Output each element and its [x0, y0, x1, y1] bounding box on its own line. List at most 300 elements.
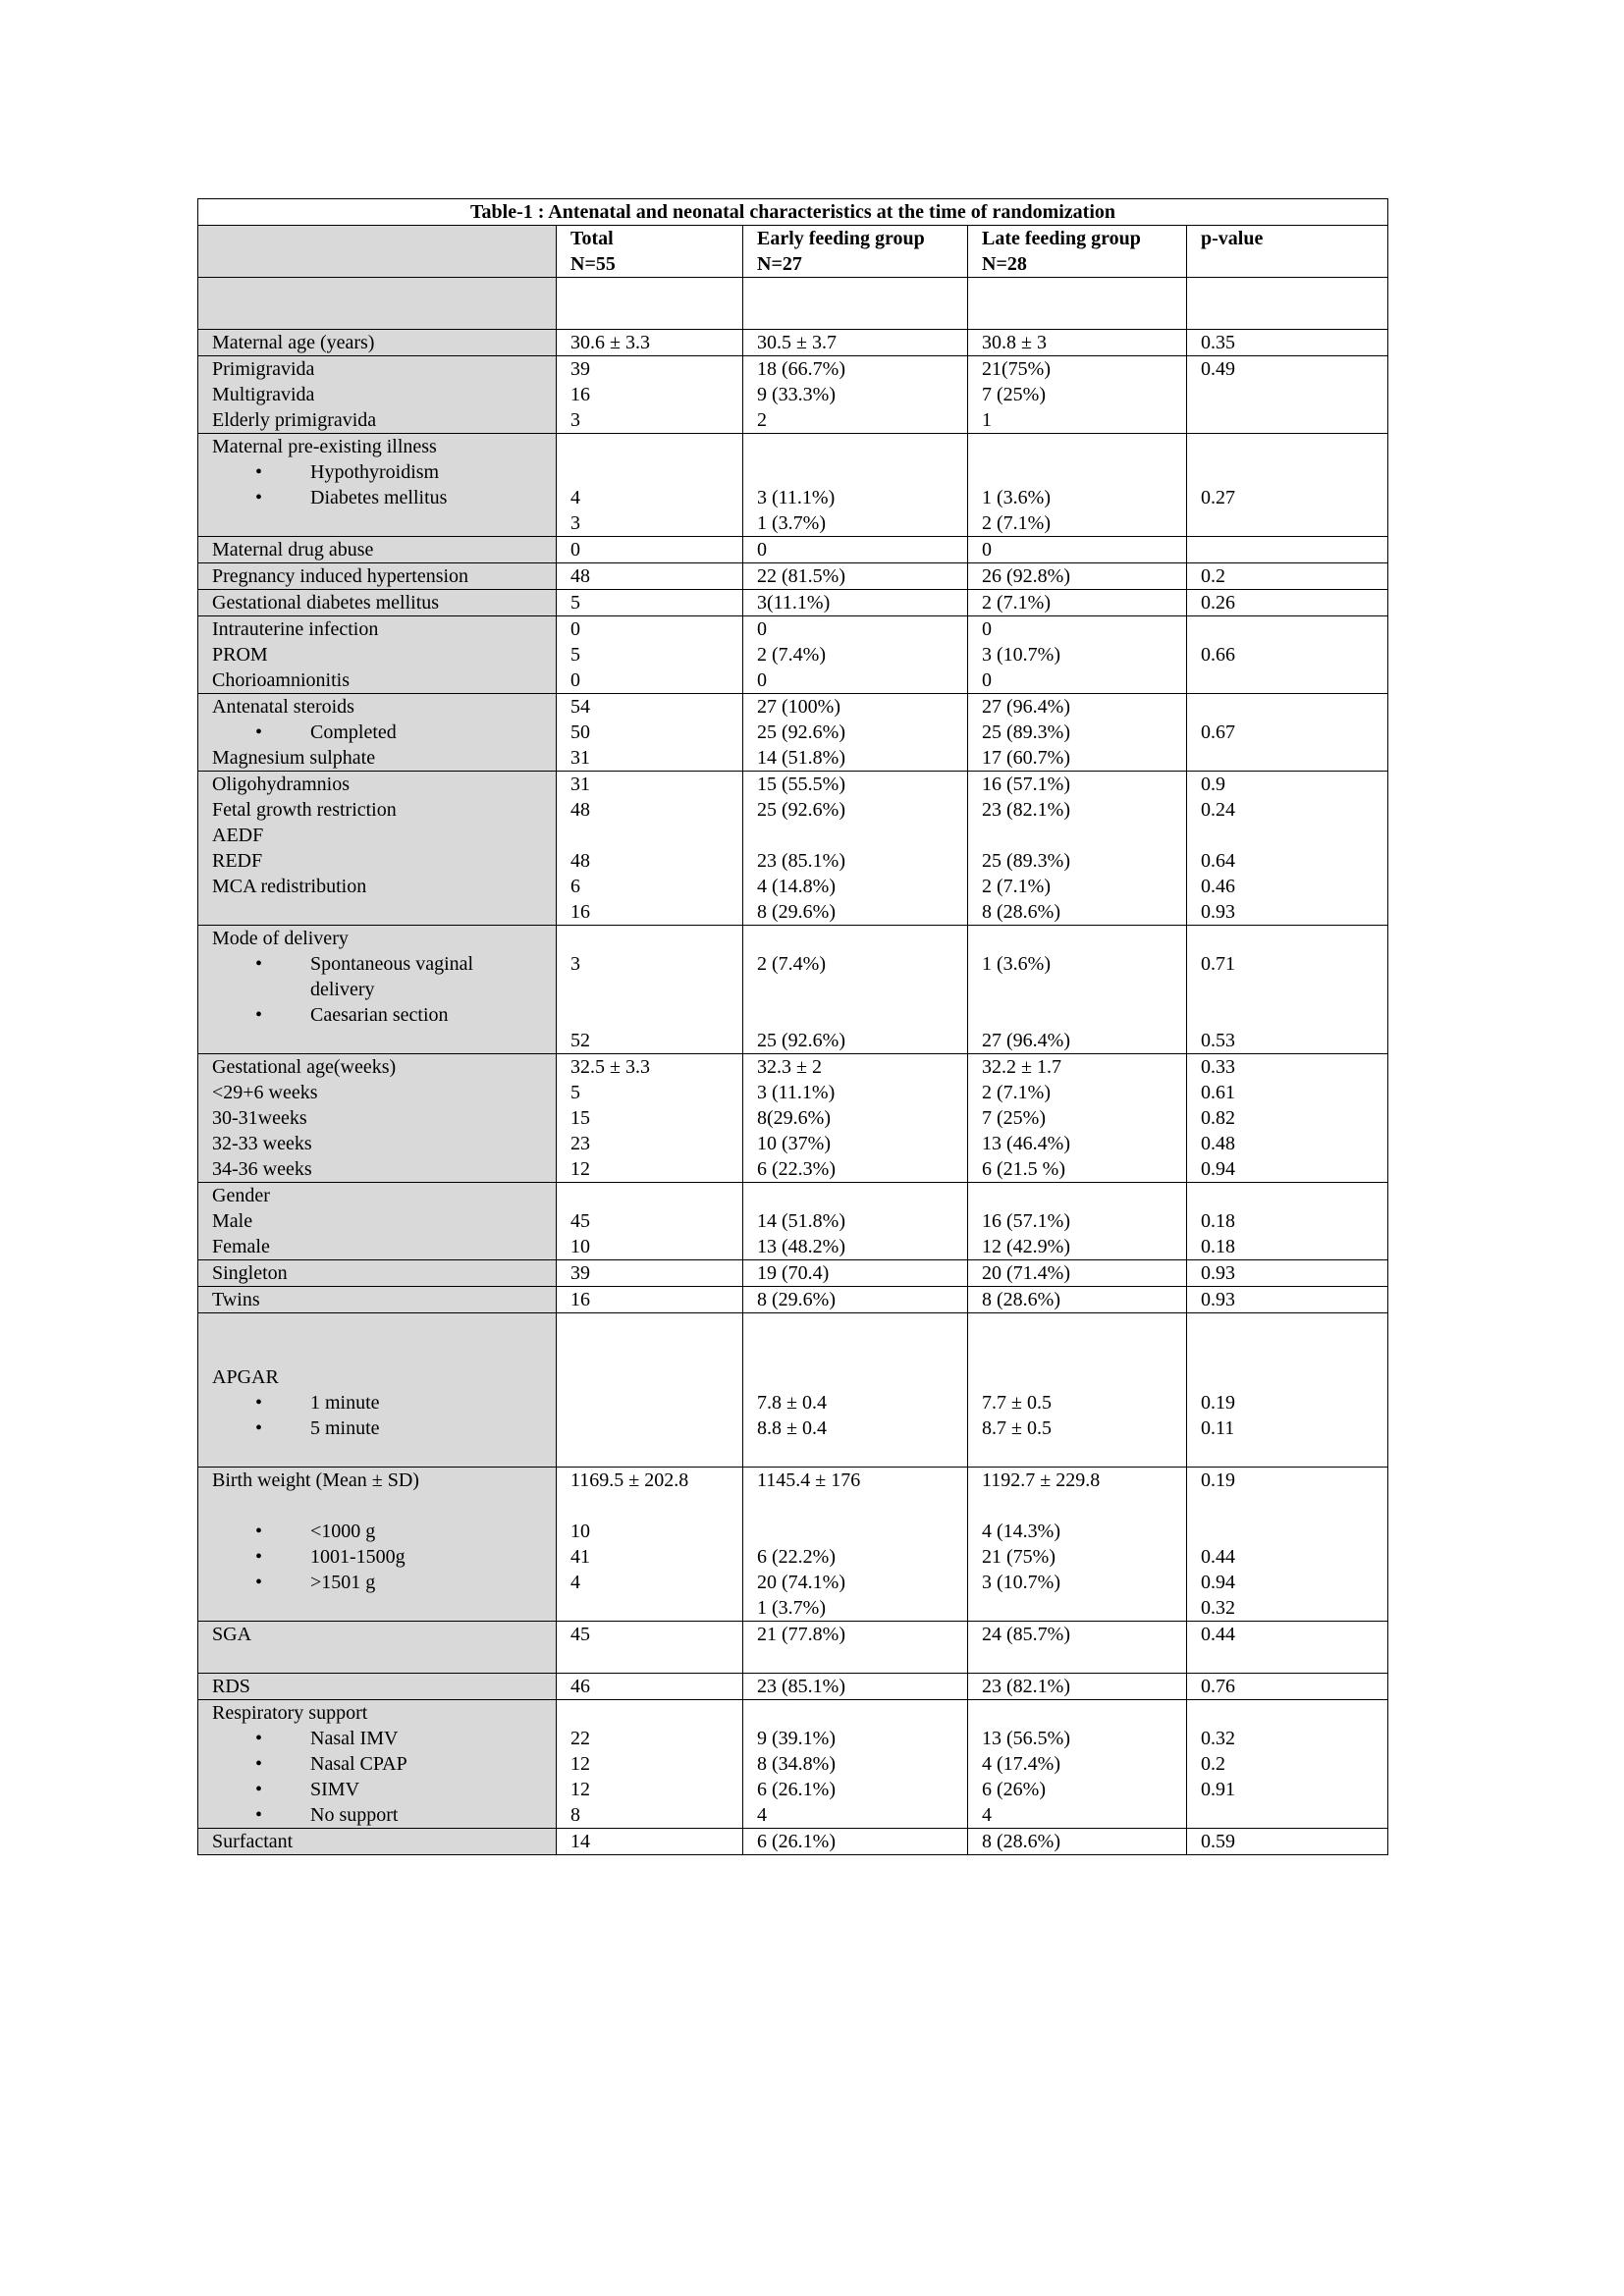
cell-value [757, 1647, 953, 1673]
cell-total [557, 1260, 743, 1287]
cell-late [968, 278, 1187, 330]
cell-value: 19 (70.4) [757, 1262, 830, 1284]
row-label [212, 278, 542, 303]
row-label: Magnesium sulphate [212, 747, 376, 769]
cell-value [1201, 1519, 1374, 1544]
cell-value: 8 (28.6%) [982, 1289, 1060, 1310]
cell-value: 2 (7.4%) [757, 953, 826, 975]
cell-value: 6 (26%) [982, 1779, 1046, 1800]
row-label: <29+6 weeks [212, 1082, 318, 1103]
cell-value: 0.94 [1201, 1158, 1235, 1180]
cell-pvalue [1187, 1468, 1388, 1622]
cell-pvalue [1187, 1287, 1388, 1313]
cell-value: 8 (28.6%) [982, 901, 1060, 923]
cell-value: 5 [570, 592, 580, 614]
row-label: 30-31weeks [212, 1107, 307, 1129]
cell-value: 14 (51.8%) [757, 747, 845, 769]
bullet-item: • Caesarian section [212, 1002, 542, 1028]
cell-value [1201, 823, 1374, 848]
cell-value: 7 (25%) [982, 384, 1046, 405]
cell-value [757, 459, 953, 485]
cell-value: 3 [570, 953, 580, 975]
cell-value: 0.33 [1201, 1056, 1235, 1078]
cell-value [1201, 407, 1374, 433]
table-title-row [198, 199, 1388, 226]
cell-value: 7.8 ± 0.4 [757, 1392, 827, 1414]
cell-value: 0.93 [1201, 901, 1235, 923]
row-label-cell [198, 1260, 557, 1287]
row-label-cell [198, 1622, 557, 1674]
cell-value: 21 (75%) [982, 1546, 1056, 1568]
cell-value: 52 [570, 1030, 590, 1051]
table-title: Table-1 : Antenatal and neonatal characteristics at the time of randomization [198, 199, 1388, 226]
cell-value [982, 823, 1172, 848]
row-label-cell [198, 537, 557, 563]
row-label: Oligohydramnios [212, 774, 350, 795]
row-label: Maternal pre-existing illness [212, 436, 437, 457]
cell-value [757, 1519, 953, 1544]
cell-value [570, 1441, 729, 1467]
cell-early [743, 694, 968, 772]
cell-value: 8 (28.6%) [982, 1831, 1060, 1852]
cell-value: 0 [982, 669, 992, 691]
cell-late [968, 1054, 1187, 1183]
cell-total [557, 1829, 743, 1855]
cell-value: 14 [570, 1831, 590, 1852]
cell-value [1201, 1364, 1374, 1390]
table-row [198, 434, 1388, 537]
cell-value: 4 (14.3%) [982, 1521, 1060, 1542]
table-row [198, 537, 1388, 563]
table-row [198, 330, 1388, 356]
row-label: Male [212, 1210, 253, 1232]
cell-value [1201, 616, 1374, 642]
cell-value: 39 [570, 1262, 590, 1284]
cell-late [968, 330, 1187, 356]
cell-value: 3 (10.7%) [982, 1572, 1060, 1593]
cell-value: 0.71 [1201, 953, 1235, 975]
table-row [198, 278, 1388, 330]
cell-value: 0.19 [1201, 1392, 1235, 1414]
cell-value: 2 (7.1%) [982, 1082, 1051, 1103]
row-label: Mode of delivery [212, 928, 349, 949]
bullet-item: • Nasal CPAP [212, 1751, 542, 1777]
cell-value: 0.64 [1201, 850, 1235, 872]
cell-value: 1192.7 ± 229.8 [982, 1469, 1101, 1491]
cell-value: 0.76 [1201, 1676, 1235, 1697]
cell-value: 48 [570, 850, 590, 872]
table-header-row [198, 226, 1388, 278]
cell-value [982, 1493, 1172, 1519]
cell-value: 9 (33.3%) [757, 384, 836, 405]
cell-value: 32.5 ± 3.3 [570, 1056, 650, 1078]
cell-total [557, 434, 743, 537]
cell-value [1201, 1802, 1374, 1828]
cell-value: 31 [570, 774, 590, 795]
bullet-item: • 1 minute [212, 1390, 542, 1415]
cell-early [743, 1829, 968, 1855]
cell-total [557, 1468, 743, 1622]
cell-value [1201, 1339, 1374, 1364]
cell-value: 12 (42.9%) [982, 1236, 1070, 1257]
cell-value: 27 (96.4%) [982, 696, 1070, 718]
cell-late [968, 1468, 1187, 1622]
row-label [212, 1595, 542, 1621]
cell-total [557, 563, 743, 590]
table-row [198, 563, 1388, 590]
row-label: Multigravida [212, 384, 315, 405]
cell-value [982, 1647, 1172, 1673]
cell-late [968, 1829, 1187, 1855]
cell-value: 0 [570, 539, 580, 561]
cell-value [757, 434, 953, 459]
cell-value: 1145.4 ± 176 [757, 1469, 861, 1491]
table-row [198, 1468, 1388, 1622]
cell-value: 8 (29.6%) [757, 901, 836, 923]
cell-late [968, 926, 1187, 1054]
cell-early [743, 1622, 968, 1674]
cell-value: 4 [570, 1572, 580, 1593]
cell-value: 12 [570, 1158, 590, 1180]
cell-total [557, 278, 743, 330]
row-label [212, 510, 542, 536]
cell-value: 3 (11.1%) [757, 1082, 836, 1103]
cell-value: 20 (74.1%) [757, 1572, 845, 1593]
cell-value: 1 (3.6%) [982, 487, 1051, 508]
table-row [198, 694, 1388, 772]
cell-value: 0.18 [1201, 1210, 1235, 1232]
cell-value: 48 [570, 565, 590, 587]
cell-value [757, 1700, 953, 1726]
cell-value [570, 1595, 729, 1621]
cell-value [1201, 382, 1374, 407]
row-label [212, 1313, 542, 1339]
cell-value: 5 [570, 644, 580, 666]
cell-value: 8(29.6%) [757, 1107, 831, 1129]
cell-pvalue [1187, 434, 1388, 537]
cell-value: 6 (26.1%) [757, 1831, 836, 1852]
cell-pvalue [1187, 330, 1388, 356]
row-label: Intrauterine infection [212, 618, 379, 640]
cell-early [743, 1183, 968, 1260]
cell-value: 1 (3.7%) [757, 1597, 826, 1619]
cell-value: 25 (92.6%) [757, 799, 845, 821]
table-row [198, 772, 1388, 926]
cell-late [968, 434, 1187, 537]
cell-late [968, 694, 1187, 772]
cell-value: 0.44 [1201, 1546, 1235, 1568]
cell-value: 4 [757, 1804, 767, 1826]
cell-pvalue [1187, 1674, 1388, 1700]
cell-value: 41 [570, 1546, 590, 1568]
bullet-item: • Nasal IMV [212, 1726, 542, 1751]
row-label: Female [212, 1236, 270, 1257]
cell-value: 46 [570, 1676, 590, 1697]
cell-value: 3(11.1%) [757, 592, 831, 614]
row-label: Singleton [212, 1262, 288, 1284]
cell-value: 25 (89.3%) [982, 850, 1070, 872]
cell-value: 25 (92.6%) [757, 1030, 845, 1051]
table-row [198, 1183, 1388, 1260]
bullet-item: • Spontaneous vaginal delivery [212, 951, 542, 1002]
cell-value [1201, 1493, 1374, 1519]
cell-value: 1 (3.6%) [982, 953, 1051, 975]
cell-early [743, 1054, 968, 1183]
row-label: Maternal age (years) [212, 332, 375, 353]
cell-value: 0 [982, 539, 992, 561]
header-cell-late: Late feeding group N=28 [968, 226, 1187, 278]
bullet-item: • Diabetes mellitus [212, 485, 542, 510]
cell-value [982, 1700, 1172, 1726]
cell-value: 12 [570, 1779, 590, 1800]
row-label: APGAR [212, 1366, 279, 1388]
cell-total [557, 1674, 743, 1700]
cell-total [557, 356, 743, 434]
cell-late [968, 537, 1187, 563]
row-label: SGA [212, 1624, 252, 1645]
row-label: Birth weight (Mean ± SD) [212, 1469, 419, 1491]
cell-value: 1169.5 ± 202.8 [570, 1469, 689, 1491]
cell-pvalue [1187, 616, 1388, 694]
cell-value: 2 (7.1%) [982, 592, 1051, 614]
cell-pvalue [1187, 278, 1388, 330]
cell-value: 0.32 [1201, 1597, 1235, 1619]
cell-value: 23 (82.1%) [982, 1676, 1070, 1697]
cell-early [743, 330, 968, 356]
cell-early [743, 1674, 968, 1700]
cell-value: 0.46 [1201, 876, 1235, 897]
row-label: Pregnancy induced hypertension [212, 565, 469, 587]
cell-value [1201, 459, 1374, 485]
table-row [198, 1829, 1388, 1855]
table-row [198, 1622, 1388, 1674]
cell-value [570, 926, 729, 951]
cell-value: 4 (14.8%) [757, 876, 836, 897]
cell-value: 32.2 ± 1.7 [982, 1056, 1061, 1078]
cell-total [557, 1054, 743, 1183]
cell-early [743, 616, 968, 694]
cell-value [982, 926, 1172, 951]
cell-value: 0.53 [1201, 1030, 1235, 1051]
cell-value: 32.3 ± 2 [757, 1056, 822, 1078]
cell-value: 3 (11.1%) [757, 487, 836, 508]
cell-value: 2 (7.1%) [982, 512, 1051, 534]
cell-value [982, 1441, 1172, 1467]
cell-value [757, 1441, 953, 1467]
cell-late [968, 772, 1187, 926]
cell-late [968, 1674, 1187, 1700]
cell-pvalue [1187, 1183, 1388, 1260]
cell-value: 25 (92.6%) [757, 721, 845, 743]
cell-value [757, 1364, 953, 1390]
cell-value: 0.2 [1201, 1753, 1225, 1775]
cell-value: 23 (82.1%) [982, 799, 1070, 821]
cell-value: 23 [570, 1133, 590, 1154]
bullet-item: • >1501 g [212, 1570, 542, 1595]
row-label-cell [198, 590, 557, 616]
cell-early [743, 356, 968, 434]
cell-value [757, 823, 953, 848]
cell-value: 0 [757, 618, 767, 640]
cell-value [982, 459, 1172, 485]
cell-early [743, 1468, 968, 1622]
cell-value: 13 (46.4%) [982, 1133, 1070, 1154]
cell-value: 54 [570, 696, 590, 718]
cell-total [557, 616, 743, 694]
header-cell-label [198, 226, 557, 278]
row-label-cell [198, 1468, 557, 1622]
cell-value: 6 (21.5 %) [982, 1158, 1065, 1180]
cell-value: 13 (48.2%) [757, 1236, 845, 1257]
cell-value: 21(75%) [982, 358, 1051, 380]
cell-value [982, 434, 1172, 459]
cell-value: 30.6 ± 3.3 [570, 332, 650, 353]
cell-pvalue [1187, 1054, 1388, 1183]
cell-value: 0.48 [1201, 1133, 1235, 1154]
cell-value: 0 [570, 618, 580, 640]
cell-total [557, 772, 743, 926]
cell-value: 39 [570, 358, 590, 380]
cell-value [1201, 1002, 1374, 1028]
cell-value [1201, 510, 1374, 536]
cell-value [757, 1183, 953, 1208]
cell-value: 8.7 ± 0.5 [982, 1417, 1052, 1439]
cell-total [557, 590, 743, 616]
cell-value: 10 (37%) [757, 1133, 831, 1154]
row-label: RDS [212, 1676, 250, 1697]
table-row [198, 1287, 1388, 1313]
cell-value [570, 1647, 729, 1673]
row-label: Gender [212, 1185, 270, 1206]
header-cell-early: Early feeding group N=27 [743, 226, 968, 278]
cell-value: 2 (7.4%) [757, 644, 826, 666]
cell-late [968, 563, 1187, 590]
cell-value: 4 [570, 487, 580, 508]
row-label: 32-33 weeks [212, 1133, 312, 1154]
cell-pvalue [1187, 926, 1388, 1054]
cell-total [557, 537, 743, 563]
cell-pvalue [1187, 563, 1388, 590]
row-label: Respiratory support [212, 1702, 368, 1724]
cell-value: 23 (85.1%) [757, 850, 845, 872]
cell-value [570, 1339, 729, 1364]
cell-value [1201, 694, 1374, 720]
cell-late [968, 1260, 1187, 1287]
cell-value: 16 [570, 1289, 590, 1310]
table-row [198, 356, 1388, 434]
cell-early [743, 590, 968, 616]
cell-value: 15 (55.5%) [757, 774, 845, 795]
row-label-cell [198, 356, 557, 434]
table-row [198, 1054, 1388, 1183]
cell-value [570, 1493, 729, 1519]
cell-value [1201, 1313, 1374, 1339]
cell-value: 13 (56.5%) [982, 1728, 1070, 1749]
cell-early [743, 1287, 968, 1313]
cell-value: 12 [570, 1753, 590, 1775]
cell-value: 4 [982, 1804, 992, 1826]
cell-value: 6 (22.2%) [757, 1546, 836, 1568]
cell-value: 0.32 [1201, 1728, 1235, 1749]
cell-early [743, 278, 968, 330]
table-row [198, 926, 1388, 1054]
cell-value: 8 (34.8%) [757, 1753, 836, 1775]
cell-value: 14 (51.8%) [757, 1210, 845, 1232]
cell-value: 45 [570, 1624, 590, 1645]
row-label: Antenatal steroids [212, 696, 354, 718]
cell-value [570, 823, 729, 848]
cell-early [743, 537, 968, 563]
cell-value: 10 [570, 1521, 590, 1542]
bullet-item: • 1001-1500g [212, 1544, 542, 1570]
cell-early [743, 1700, 968, 1829]
cell-value: 27 (100%) [757, 696, 840, 718]
row-label: REDF [212, 850, 263, 872]
cell-value: 24 (85.7%) [982, 1624, 1070, 1645]
cell-pvalue [1187, 590, 1388, 616]
table-row [198, 1313, 1388, 1468]
cell-value [1201, 1441, 1374, 1467]
cell-pvalue [1187, 1622, 1388, 1674]
row-label: Elderly primigravida [212, 409, 377, 431]
cell-value: 0.91 [1201, 1779, 1235, 1800]
row-label: Fetal growth restriction [212, 799, 397, 821]
cell-value: 0.35 [1201, 332, 1235, 353]
cell-value [570, 1183, 729, 1208]
cell-value [570, 1390, 729, 1415]
cell-pvalue [1187, 1829, 1388, 1855]
cell-value: 0 [570, 669, 580, 691]
cell-early [743, 434, 968, 537]
cell-value: 0.82 [1201, 1107, 1235, 1129]
cell-value [982, 1364, 1172, 1390]
row-label: Gestational diabetes mellitus [212, 592, 440, 614]
table-body [198, 278, 1388, 1855]
cell-pvalue [1187, 1700, 1388, 1829]
cell-value [757, 1002, 953, 1028]
row-label: Surfactant [212, 1831, 294, 1852]
cell-value: 7.7 ± 0.5 [982, 1392, 1052, 1414]
row-label-cell [198, 1287, 557, 1313]
bullet-item: • 5 minute [212, 1415, 542, 1441]
cell-value: 22 [570, 1728, 590, 1749]
cell-value [757, 1493, 953, 1519]
row-label-cell [198, 694, 557, 772]
cell-value [570, 1313, 729, 1339]
cell-value: 3 [570, 512, 580, 534]
row-label-cell [198, 278, 557, 330]
cell-late [968, 590, 1187, 616]
cell-value: 8 (29.6%) [757, 1289, 836, 1310]
cell-pvalue [1187, 694, 1388, 772]
row-label: Twins [212, 1289, 260, 1310]
cell-total [557, 1287, 743, 1313]
cell-late [968, 1700, 1187, 1829]
table-row [198, 1674, 1388, 1700]
cell-value: 16 (57.1%) [982, 1210, 1070, 1232]
cell-value [570, 1002, 729, 1028]
cell-value [570, 434, 729, 459]
cell-value: 16 [570, 901, 590, 923]
row-label [212, 1647, 542, 1673]
cell-value: 0.27 [1201, 487, 1235, 508]
row-label: Chorioamnionitis [212, 669, 350, 691]
cell-value: 0.67 [1201, 721, 1235, 743]
cell-value [1201, 667, 1374, 693]
cell-value: 0.19 [1201, 1469, 1235, 1491]
cell-value: 0.49 [1201, 358, 1235, 380]
cell-total [557, 694, 743, 772]
